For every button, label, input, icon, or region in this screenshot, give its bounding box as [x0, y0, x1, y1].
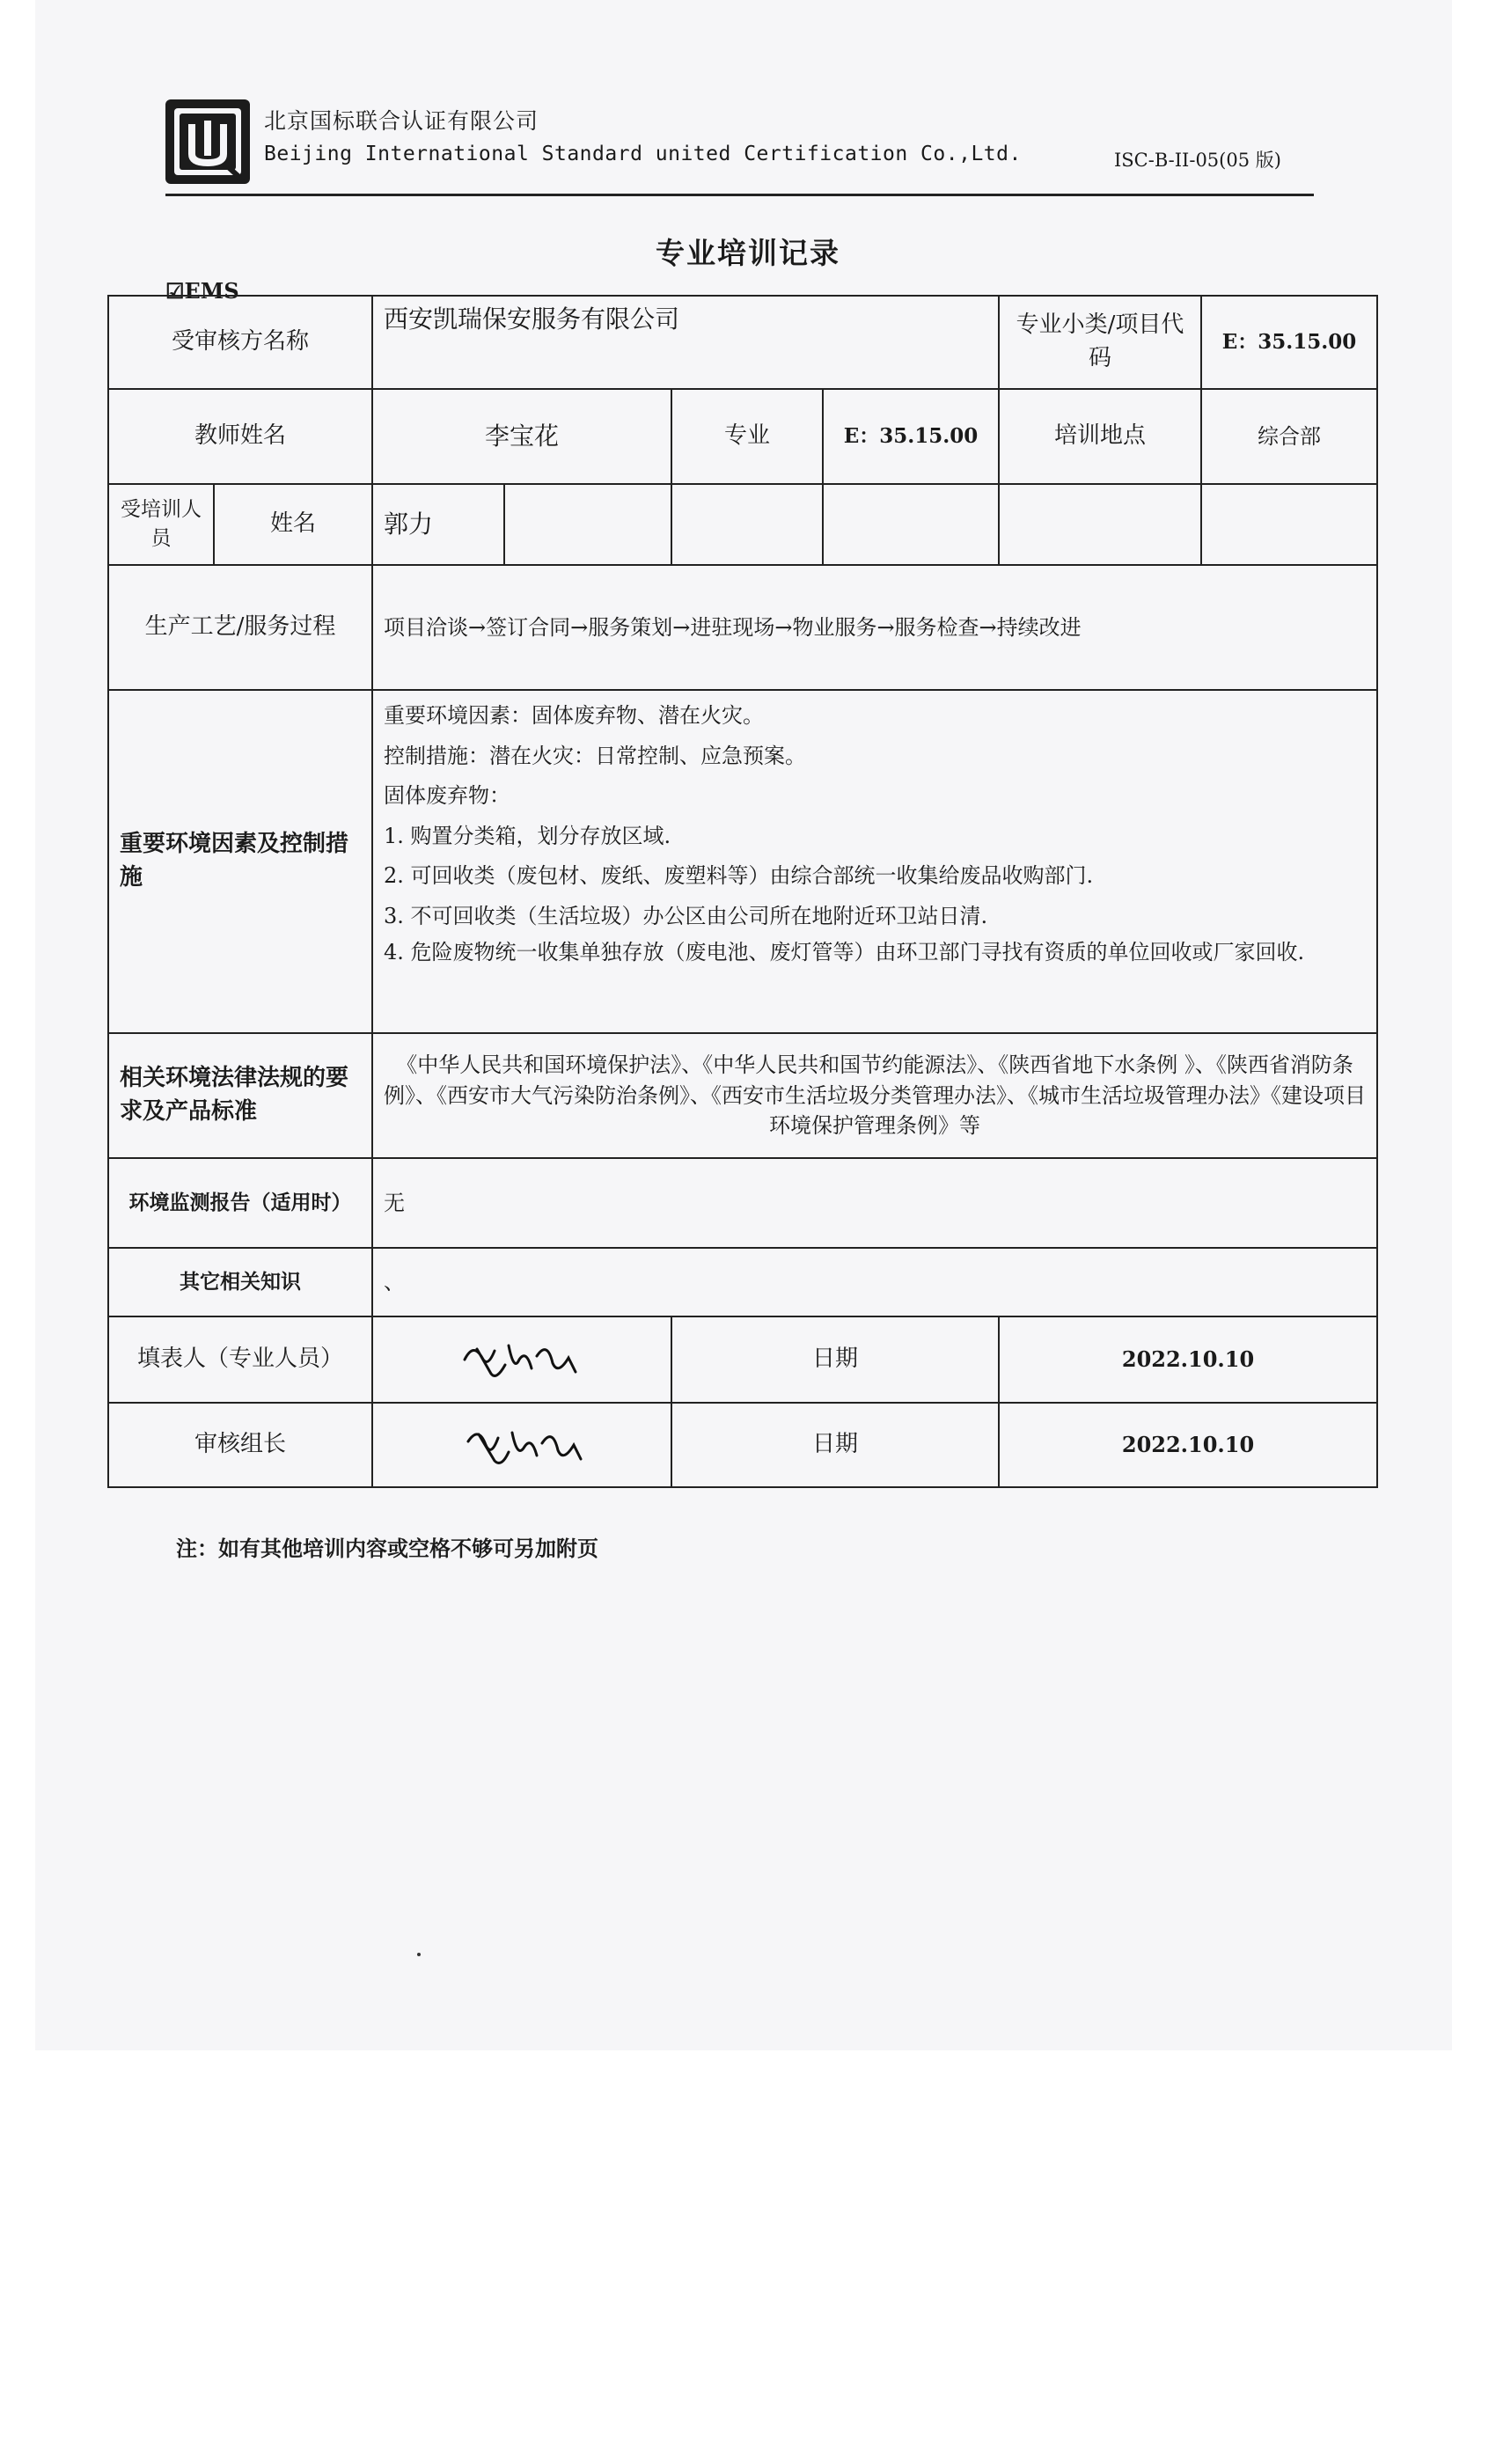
auditee-label: 受审核方名称: [108, 296, 372, 389]
leader-label: 审核组长: [108, 1403, 372, 1487]
other-value: 、: [372, 1248, 1377, 1316]
handwritten-signature: [384, 1333, 660, 1386]
company-name-en: Beijing International Standard united Certification Co.,Ltd.: [264, 143, 1022, 165]
company-name-cn: 北京国标联合认证有限公司: [264, 108, 539, 134]
env-line: 2. 可回收类（废包材、废纸、废塑料等）由综合部统一收集给废品收购部门.: [384, 863, 1094, 889]
location-label: 培训地点: [999, 389, 1201, 484]
isc-logo-icon: [165, 99, 250, 184]
process-label: 生产工艺/服务过程: [108, 565, 372, 690]
trainee-cell-empty: [1201, 484, 1377, 565]
leader-signature: [372, 1403, 671, 1487]
trainee-label: 受培训人员: [108, 484, 214, 565]
ems-checkbox-label: ☑EMS: [165, 278, 239, 304]
specialty-label: 专业: [671, 389, 823, 484]
location-value: 综合部: [1201, 389, 1377, 484]
trainee-cell-empty: [671, 484, 823, 565]
teacher-label: 教师姓名: [108, 389, 372, 484]
handwritten-signature: [384, 1419, 660, 1471]
env-measures: [372, 690, 1377, 1033]
trainee-cell-empty: [504, 484, 671, 565]
training-record-table: [107, 295, 1378, 1488]
law-label: 相关环境法律法规的要求及产品标准: [108, 1033, 372, 1158]
subcategory-value: E：35.15.00: [1201, 296, 1377, 389]
monitor-value: 无: [372, 1158, 1377, 1248]
process-value: 项目洽谈→签订合同→服务策划→进驻现场→物业服务→服务检查→持续改进: [372, 565, 1377, 690]
specialty-value: E：35.15.00: [823, 389, 999, 484]
teacher-value: 李宝花: [372, 389, 671, 484]
law-value: 《中华人民共和国环境保护法》、《中华人民共和国节约能源法》、《陕西省地下水条例 》、《陕西省消防条例》、《西安市大气污染防治条例》、《西安市生活垃圾分类管理办法》、《城市生活垃圾管理办法》《建设项目环境保护管理条例》等: [372, 1033, 1377, 1158]
env-line: 1. 购置分类箱，划分存放区域.: [384, 823, 671, 848]
scan-speck: [417, 1953, 421, 1956]
footer-note: 注：如有其他培训内容或空格不够可另加附页: [176, 1536, 598, 1561]
trainee-name-label: 姓名: [214, 484, 372, 565]
form-code: ISC-B-II-05(05 版): [1114, 150, 1281, 171]
env-line: 重要环境因素：固体废弃物、潜在火灾。: [384, 703, 765, 728]
monitor-label: 环境监测报告（适用时）: [108, 1158, 372, 1248]
trainee-cell-empty: [999, 484, 1201, 565]
env-line: 3. 不可回收类（生活垃圾）办公区由公司所在地附近环卫站日清.: [384, 903, 988, 928]
header-divider: [165, 194, 1314, 196]
trainee-cell-empty: [823, 484, 999, 565]
env-line: 固体废弃物：: [384, 783, 511, 809]
trainee-name: 郭力: [372, 484, 504, 565]
env-line: 控制措施：潜在火灾：日常控制、应急预案。: [384, 743, 807, 768]
page-title: 专业培训记录: [656, 236, 840, 270]
subcategory-label: 专业小类/项目代码: [999, 296, 1201, 389]
filler-signature: [372, 1316, 671, 1403]
filler-date-label: 日期: [671, 1316, 999, 1403]
other-label: 其它相关知识: [108, 1248, 372, 1316]
filler-label: 填表人（专业人员）: [108, 1316, 372, 1403]
env-line: 4. 危险废物统一收集单独存放（废电池、废灯管等）由环卫部门寻找有资质的单位回收或厂家回收.: [384, 939, 1305, 964]
auditee-value: 西安凯瑞保安服务有限公司: [372, 296, 999, 389]
filler-date: 2022.10.10: [999, 1316, 1377, 1403]
leader-date-label: 日期: [671, 1403, 999, 1487]
env-label: 重要环境因素及控制措施: [108, 690, 372, 1033]
leader-date: 2022.10.10: [999, 1403, 1377, 1487]
